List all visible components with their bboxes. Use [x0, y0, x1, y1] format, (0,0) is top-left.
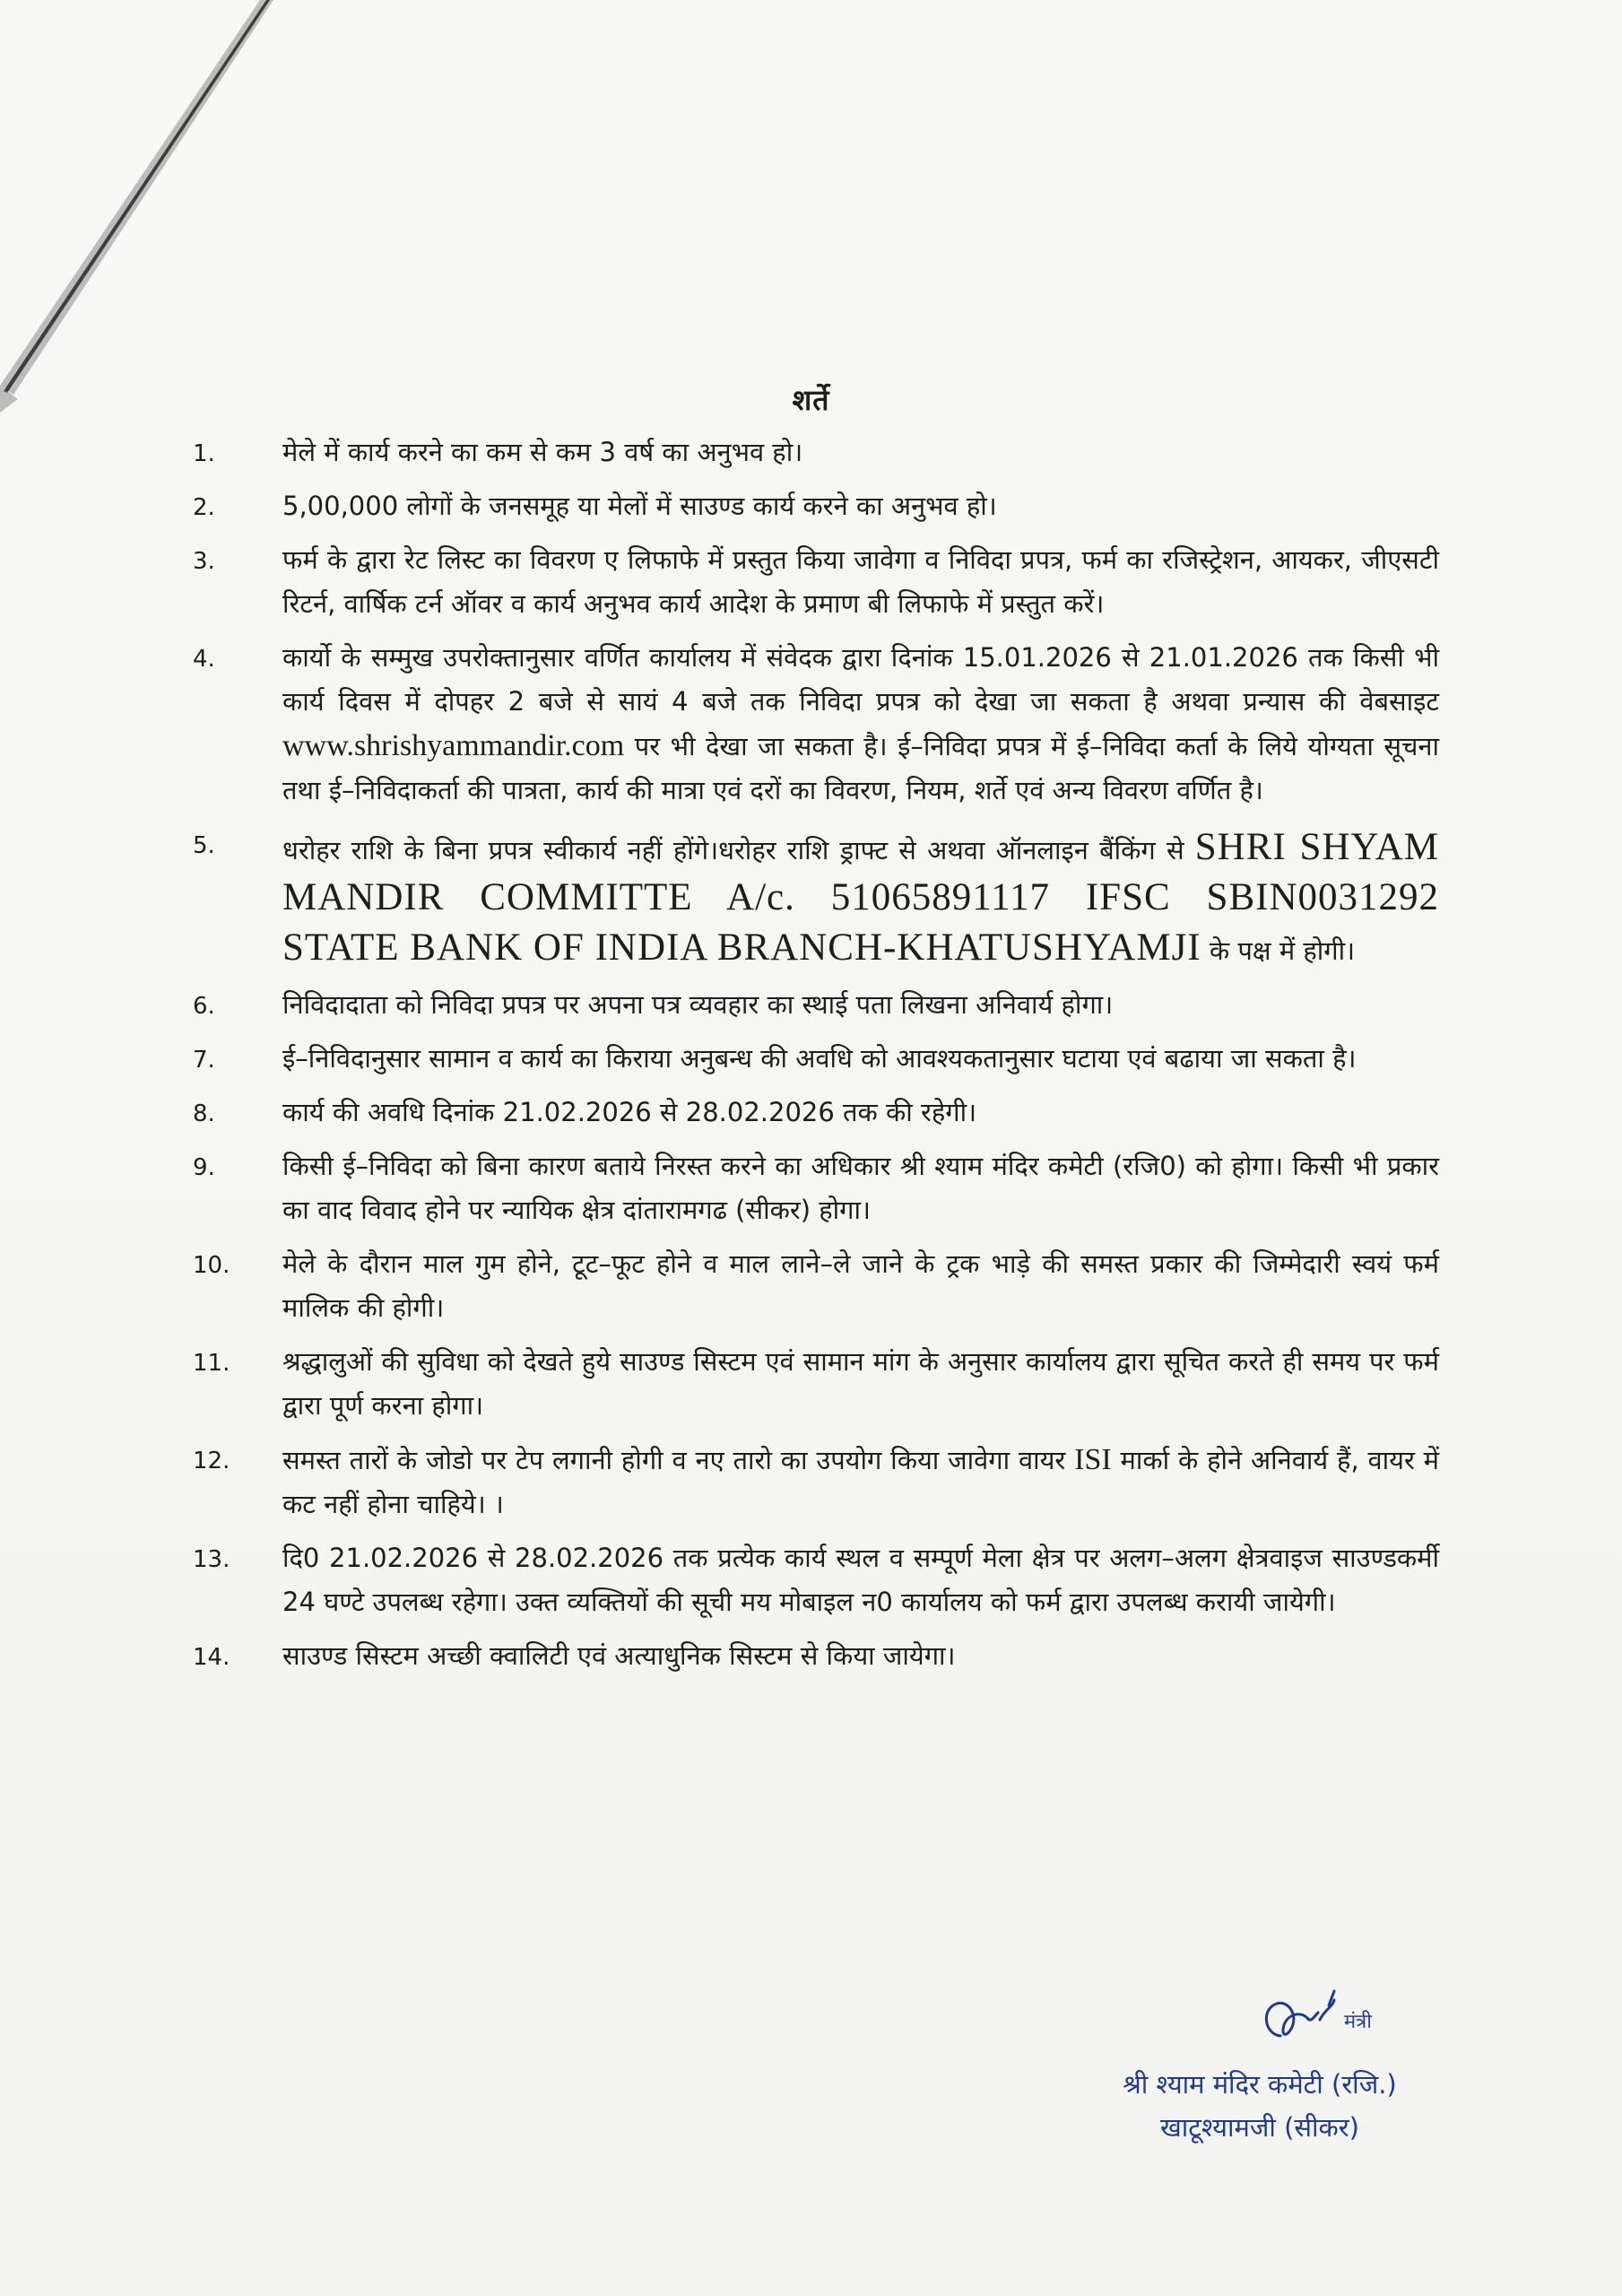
item-text: 5,00,000 लोगों के जनसमूह या मेलों में साउण्ड कार्य करने का अनुभव हो।	[282, 491, 997, 521]
document-heading: शर्ते	[792, 383, 830, 417]
isi-mark-label: ISI	[1074, 1443, 1112, 1476]
list-item	[193, 1438, 1439, 1526]
page-fold-shadow	[0, 0, 341, 413]
list-item	[193, 430, 1439, 474]
list-item	[193, 1091, 1439, 1135]
list-item	[193, 636, 1439, 813]
list-item	[193, 1242, 1439, 1330]
item-text: साउण्ड सिस्टम अच्छी क्वालिटी एवं अत्याधुनिक सिस्टम से किया जायेगा।	[282, 1640, 956, 1671]
item-number: 3.	[193, 548, 215, 575]
item-number: 5.	[193, 832, 215, 859]
item-text: कार्यो के सम्मुख उपरोक्तानुसार वर्णित कार्यालय में संवेदक द्वारा दिनांक 15.01.2026 से 21.01.2026 तक किसी भी कार्य दिवस में दोपहर 2 बजे से सायं 4 बजे तक निविदा प्रपत्र को देखा जा सकता है अथवा प्रन्यास की वेबसाइट	[282, 642, 1439, 717]
handwritten-signature	[1049, 1964, 1470, 2063]
item-text: किसी ई–निविदा को बिना कारण बताये निरस्त करने का अधिकार श्री श्याम मंदिर कमेटी (रजि0) को होगा। किसी भी प्रकार का वाद विवाद होने पर न्यायिक क्षेत्र दांतारामगढ (सीकर) होगा।	[282, 1151, 1439, 1225]
list-item	[193, 1634, 1439, 1678]
item-number: 11.	[193, 1350, 230, 1377]
item-text: दि0 21.02.2026 से 28.02.2026 तक प्रत्येक कार्य स्थल व सम्पूर्ण मेला क्षेत्र पर अलग–अलग क्षेत्रवाइज साउण्डकर्मी 24 घण्टे उपलब्ध रहेगा। उक्त व्यक्तियों की सूची मय मोबाइल न0 कार्यालय को फर्म द्वारा उपलब्ध करायी जायेगी।	[282, 1543, 1439, 1617]
item-text: श्रद्धालुओं की सुविधा को देखते हुये साउण्ड सिस्टम एवं सामान मांग के अनुसार कार्यालय द्वारा सूचित करते ही समय पर फर्म द्वारा पूर्ण करना होगा।	[282, 1346, 1439, 1421]
item-text-continued: पर भी देखा जा सकता है। ई–निविदा प्रपत्र में ई–निविदा कर्ता के लिये योग्यता सूचना तथा ई–निविदाकर्ता की पात्रता, कार्य की मात्रा एवं दरों का विवरण, नियम, शर्ते एवं अन्य विवरण वर्णित है।	[282, 731, 1439, 805]
list-item	[193, 484, 1439, 528]
organization-name: श्री श्याम मंदिर कमेटी (रजि.)	[1123, 2069, 1397, 2100]
website-url: www.shrishyammandir.com	[282, 729, 625, 762]
item-number: 10.	[193, 1252, 230, 1279]
item-number: 13.	[193, 1546, 230, 1573]
item-text-continued: मार्का के होने अनिवार्य हैं, वायर में कट नहीं होना चाहिये। ।	[282, 1445, 1440, 1519]
list-item	[193, 822, 1439, 973]
item-number: 8.	[193, 1100, 215, 1127]
bank-details: SHRI SHYAM MANDIR COMMITTE A/c. 51065891117 IFSC SBIN0031292 STATE BANK OF INDIA BRANCH-KHATUSHYAMJI	[282, 826, 1440, 969]
item-text: ई–निविदानुसार सामान व कार्य का किराया अनुबन्ध की अवधि को आवश्यकतानुसार घटाया एवं बढाया जा सकता है।	[282, 1043, 1357, 1074]
organization-place: खाटूश्यामजी (सीकर)	[1160, 2112, 1359, 2143]
item-number: 7.	[193, 1047, 215, 1074]
item-number: 2.	[193, 494, 215, 521]
list-item	[193, 1144, 1439, 1232]
signature-scribble-icon	[1049, 1964, 1470, 2063]
list-item	[193, 1536, 1439, 1624]
item-text: मेले में कार्य करने का कम से कम 3 वर्ष का अनुभव हो।	[282, 437, 803, 467]
item-text: कार्य की अवधि दिनांक 21.02.2026 से 28.02.2026 तक की रहेगी।	[282, 1097, 977, 1127]
signatory-title: मंत्री	[1344, 2011, 1372, 2033]
item-number: 1.	[193, 440, 215, 467]
list-item	[193, 1340, 1439, 1428]
item-text: निविदादाता को निविदा प्रपत्र पर अपना पत्र व्यवहार का स्थाई पता लिखना अनिवार्य होगा।	[282, 989, 1114, 1020]
item-text: मेले के दौरान माल गुम होने, टूट–फूट होने व माल लाने–ले जाने के ट्रक भाड़े की समस्त प्रकार की जिम्मेदारी स्वयं फर्म मालिक की होगी।	[282, 1248, 1439, 1323]
item-number: 6.	[193, 993, 215, 1020]
item-number: 14.	[193, 1644, 230, 1671]
item-number: 9.	[193, 1154, 215, 1181]
list-item	[193, 1037, 1439, 1081]
item-number: 4.	[193, 646, 215, 673]
item-text-continued: के पक्ष में होगी।	[1209, 935, 1356, 966]
item-number: 12.	[193, 1448, 230, 1474]
item-text: समस्त तारों के जोडो पर टेप लगानी होगी व नए तारो का उपयोग किया जावेगा वायर	[282, 1445, 1066, 1475]
signature-block	[1049, 1964, 1470, 2149]
list-item	[193, 983, 1439, 1027]
item-text: फर्म के द्वारा रेट लिस्ट का विवरण ए लिफाफे में प्रस्तुत किया जावेगा व निविदा प्रपत्र, फर्म का रजिस्ट्रेशन, आयकर, जीएसटी रिटर्न, वार्षिक टर्न ऑवर व कार्य अनुभव कार्य आदेश के प्रमाण बी लिफाफे में प्रस्तुत करें।	[282, 544, 1439, 619]
item-text: धरोहर राशि के बिना प्रपत्र स्वीकार्य नहीं होंगे।धरोहर राशि ड्राफ्ट से अथवा ऑनलाइन बैंकिंग से	[282, 835, 1184, 865]
conditions-list	[193, 430, 1439, 1688]
list-item	[193, 538, 1439, 626]
